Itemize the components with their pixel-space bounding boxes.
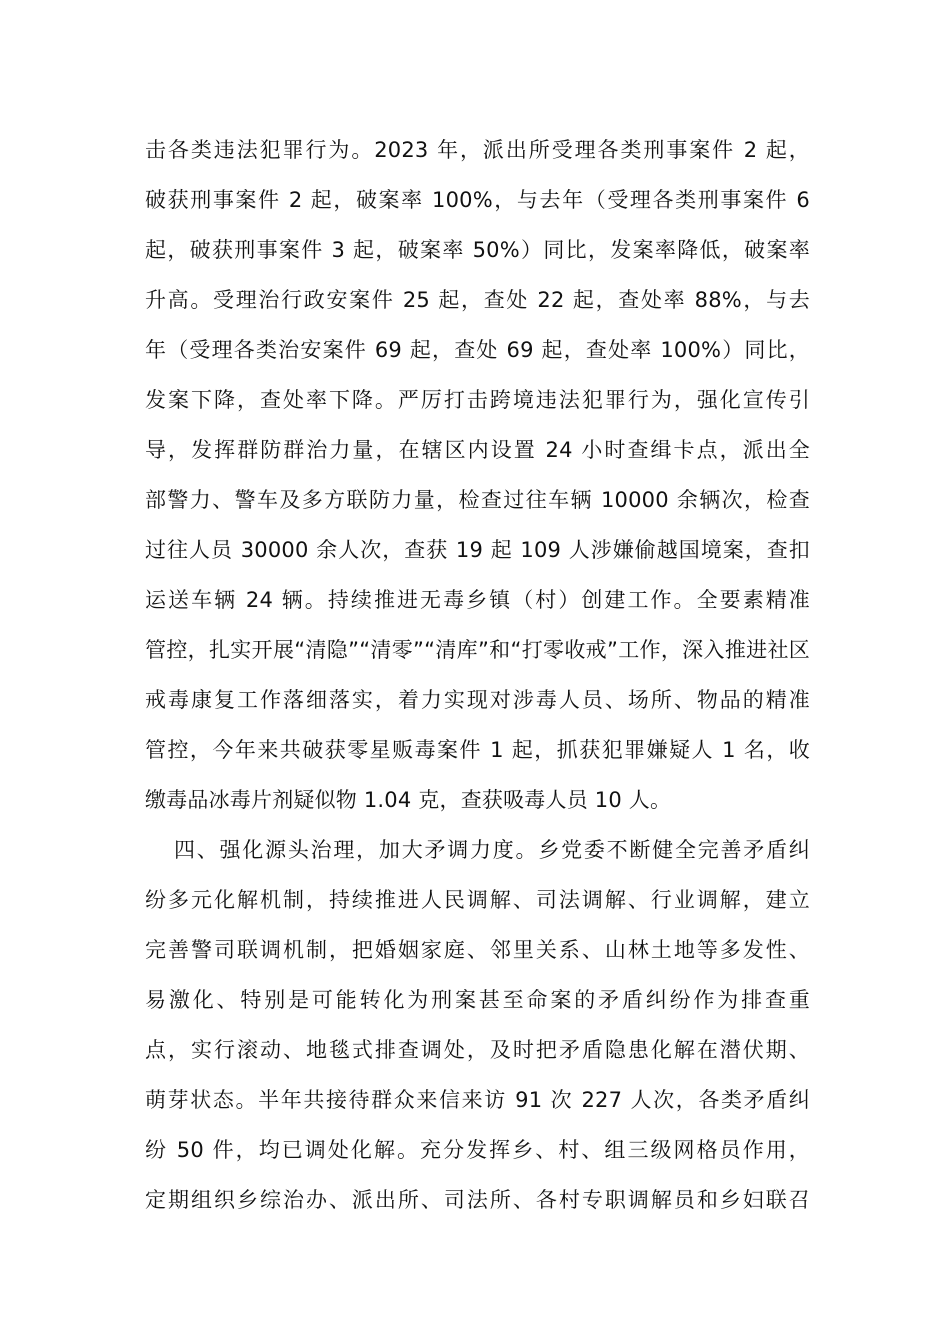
paragraph-line: 萌芽状态。半年共接待群众来信来访 91 次 227 人次，各类矛盾纠 [145, 1088, 810, 1112]
paragraph-line: 完善警司联调机制，把婚姻家庭、邻里关系、山林土地等多发性、 [145, 938, 810, 962]
paragraph-line: 纷多元化解机制，持续推进人民调解、司法调解、行业调解，建立 [145, 888, 810, 912]
paragraph-line: 发案下降，查处率下降。严厉打击跨境违法犯罪行为，强化宣传引 [145, 388, 810, 412]
paragraph-line: 导，发挥群防群治力量，在辖区内设置 24 小时查缉卡点，派出全 [145, 438, 810, 462]
paragraph-line: 定期组织乡综治办、派出所、司法所、各村专职调解员和乡妇联召 [145, 1188, 810, 1212]
paragraph-line: 破获刑事案件 2 起，破案率 100%，与去年（受理各类刑事案件 6 [145, 188, 810, 212]
paragraph-line: 管控，扎实开展“清隐”“清零”“清库”和“打零收戒”工作，深入推进社区 [145, 638, 810, 662]
paragraph-line: 四、强化源头治理，加大矛调力度。乡党委不断健全完善矛盾纠 [174, 838, 810, 862]
paragraph-line: 过往人员 30000 余人次，查获 19 起 109 人涉嫌偷越国境案，查扣 [145, 538, 810, 562]
paragraph-line: 缴毒品冰毒片剂疑似物 1.04 克，查获吸毒人员 10 人。 [145, 788, 672, 812]
paragraph-line: 部警力、警车及多方联防力量，检查过往车辆 10000 余辆次，检查 [145, 488, 810, 512]
paragraph-line: 管控，今年来共破获零星贩毒案件 1 起，抓获犯罪嫌疑人 1 名，收 [145, 738, 810, 762]
paragraph-line: 升高。受理治行政安案件 25 起，查处 22 起，查处率 88%，与去 [145, 288, 810, 312]
paragraph-line: 纷 50 件，均已调处化解。充分发挥乡、村、组三级网格员作用， [145, 1138, 810, 1162]
paragraph-line: 戒毒康复工作落细落实，着力实现对涉毒人员、场所、物品的精准 [145, 688, 810, 712]
paragraph-line: 击各类违法犯罪行为。2023 年，派出所受理各类刑事案件 2 起， [145, 138, 810, 162]
paragraph-line: 易激化、特别是可能转化为刑案甚至命案的矛盾纠纷作为排查重 [145, 988, 810, 1012]
paragraph-line: 年（受理各类治安案件 69 起，查处 69 起，查处率 100%）同比， [145, 338, 810, 362]
paragraph-line: 运送车辆 24 辆。持续推进无毒乡镇（村）创建工作。全要素精准 [145, 588, 810, 612]
paragraph-line: 点，实行滚动、地毯式排查调处，及时把矛盾隐患化解在潜伏期、 [145, 1038, 810, 1062]
paragraph-line: 起，破获刑事案件 3 起，破案率 50%）同比，发案率降低，破案率 [145, 238, 810, 262]
